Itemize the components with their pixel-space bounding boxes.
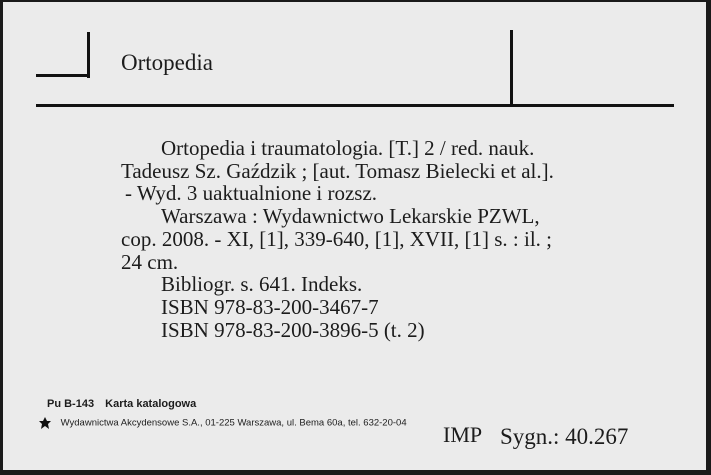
entry-line: Bibliogr. s. 641. Indeks. xyxy=(161,272,363,297)
form-code-line xyxy=(47,398,204,410)
corner-mark-vertical xyxy=(87,32,90,78)
call-number: Sygn.: 40.267 xyxy=(500,424,629,449)
header-divider-vertical xyxy=(510,30,513,106)
catalog-entry xyxy=(121,137,681,341)
corner-mark-horizontal xyxy=(36,74,90,77)
entry-line: cop. 2008. - XI, [1], 339-640, [1], XVII, [1] s. : il. ; xyxy=(121,226,553,251)
publisher-logo-icon xyxy=(38,416,52,430)
form-title: Karta katalogowa xyxy=(105,398,197,410)
catalog-card xyxy=(3,2,706,470)
entry-line: - Wyd. 3 uaktualnione i rozsz. xyxy=(125,181,378,206)
entry-line: ISBN 978-83-200-3896-5 (t. 2) xyxy=(161,317,425,342)
form-code: Pu B-143 xyxy=(47,398,95,410)
entry-line: 24 cm. xyxy=(121,249,179,274)
subject-heading: Ortopedia xyxy=(121,50,213,75)
imp-stamp: IMP xyxy=(443,422,483,447)
publisher-text: Wydawnictwa Akcydensowe S.A., 01-225 Warszawa, ul. Bema 60a, tel. 632-20-04 xyxy=(60,417,407,429)
entry-line: Tadeusz Sz. Gaździk ; [aut. Tomasz Bielecki et al.]. xyxy=(121,158,554,183)
header-divider-horizontal xyxy=(36,104,674,107)
entry-line: Ortopedia i traumatologia. [T.] 2 / red. nauk. xyxy=(161,136,535,160)
entry-line: Warszawa : Wydawnictwo Lekarskie PZWL, xyxy=(161,204,540,229)
entry-line: ISBN 978-83-200-3467-7 xyxy=(161,294,379,319)
publisher-line xyxy=(38,416,407,430)
